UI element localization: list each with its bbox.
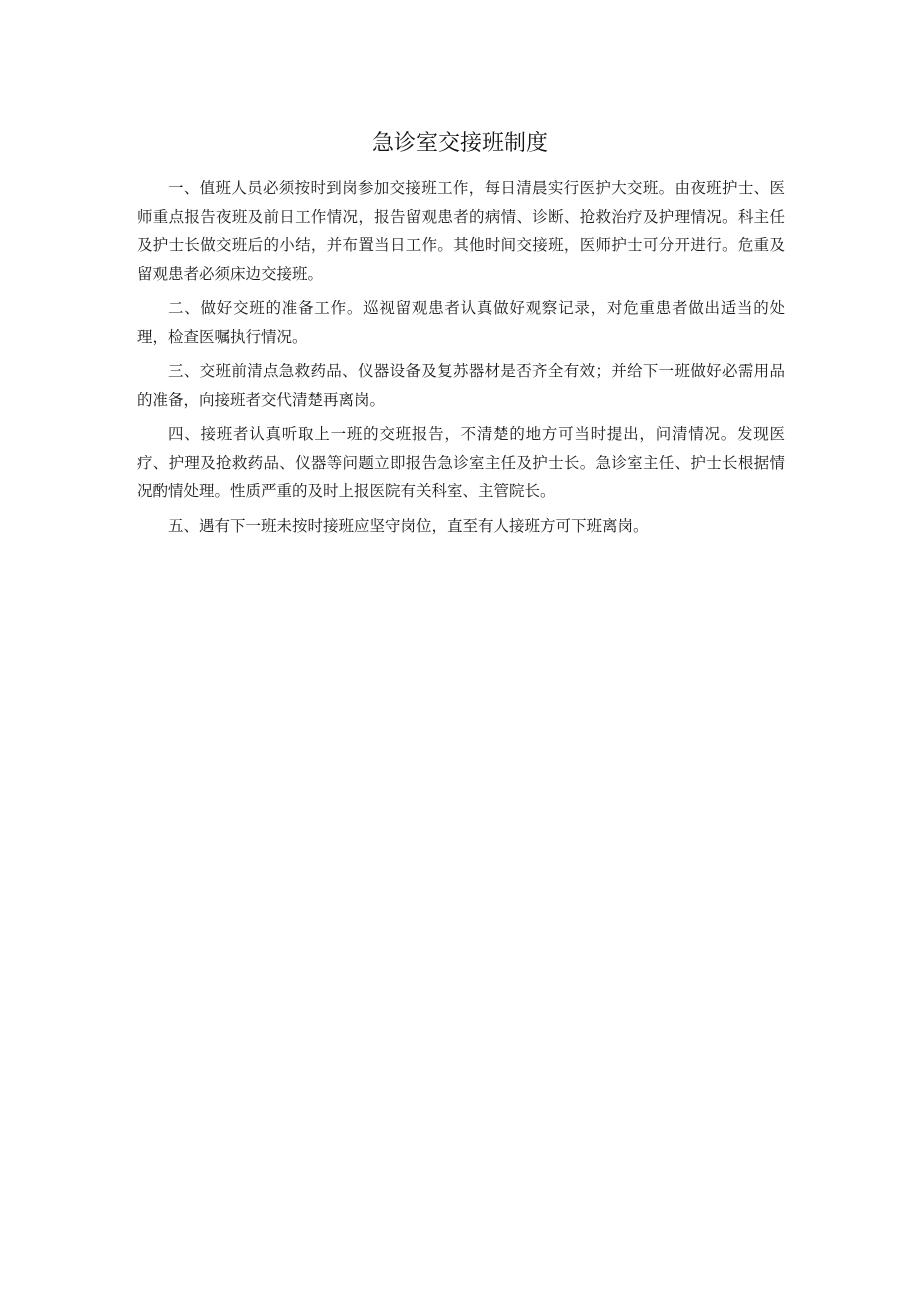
paragraph-4: 四、接班者认真听取上一班的交班报告，不清楚的地方可当时提出，问清情况。发现医疗、护理及抢救药品、仪器等问题立即报告急诊室主任及护士长。急诊室主任、护士长根据情况酌情处理。性质严重的及时上报医院有关科室、主管院长。 [137,425,785,500]
paragraph-5: 五、遇有下一班未按时接班应坚守岗位，直至有人接班方可下班离岗。 [168,516,649,535]
page-title: 急诊室交接班制度 [371,131,548,156]
paragraph-2: 二、做好交班的准备工作。巡视留观患者认真做好观察记录，对危重患者做出适当的处理，检查医嘱执行情况。 [137,299,785,346]
document-body [137,174,785,546]
paragraph-3: 三、交班前清点急救药品、仪器设备及复苏器材是否齐全有效；并给下一班做好必需用品的准备，向接班者交代清楚再离岗。 [137,362,785,409]
paragraph-1: 一、值班人员必须按时到岗参加交接班工作，每日清晨实行医护大交班。由夜班护士、医师重点报告夜班及前日工作情况，报告留观患者的病情、诊断、抢救治疗及护理情况。科主任及护士长做交班后的小结，并布置当日工作。其他时间交接班，医师护士可分开进行。危重及留观患者必须床边交接班。 [137,179,785,283]
